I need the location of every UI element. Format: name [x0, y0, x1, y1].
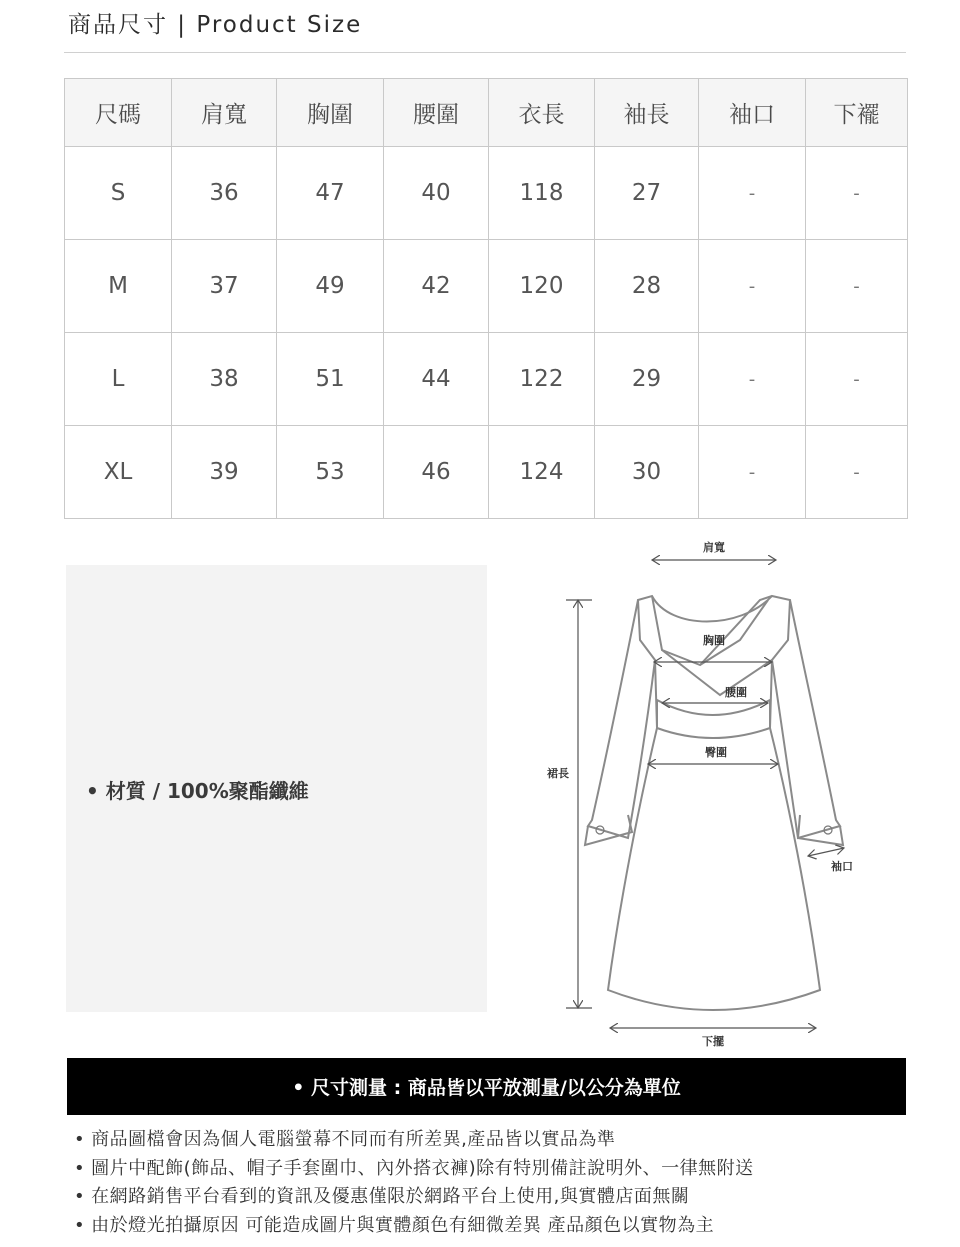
table-cell: 120 [489, 240, 595, 333]
table-cell: 42 [384, 240, 489, 333]
shoulder-label: 肩寬 [703, 541, 725, 554]
table-cell: 28 [595, 240, 699, 333]
table-header-row [65, 79, 908, 147]
table-cell: 118 [489, 147, 595, 240]
waist-label: 腰圍 [725, 686, 747, 699]
table-cell: S [65, 147, 172, 240]
title-divider [64, 52, 906, 53]
column-header: 尺碼 [65, 79, 172, 147]
column-header: 肩寬 [172, 79, 277, 147]
table-cell: 40 [384, 147, 489, 240]
column-header: 下襬 [806, 79, 908, 147]
list-item: • 商品圖檔會因為個人電腦螢幕不同而有所差異,產品皆以實品為準 [74, 1126, 754, 1155]
table-cell: 44 [384, 333, 489, 426]
table-cell: M [65, 240, 172, 333]
list-item: • 由於燈光拍攝原因 可能造成圖片與實體顏色有細微差異 產品顏色以實物為主 [74, 1212, 754, 1241]
table-cell: - [699, 240, 806, 333]
chest-label: 胸圍 [703, 634, 725, 647]
table-cell: 49 [277, 240, 384, 333]
material-text: • 材質 / 100%聚酯纖維 [86, 779, 309, 803]
table-cell: - [806, 240, 908, 333]
table-row [65, 147, 908, 240]
table-cell: 47 [277, 147, 384, 240]
table-cell: XL [65, 426, 172, 519]
table-cell: - [699, 426, 806, 519]
table-cell: 51 [277, 333, 384, 426]
column-header: 衣長 [489, 79, 595, 147]
table-cell: - [806, 147, 908, 240]
cuff-arrow [808, 848, 844, 856]
table-row [65, 426, 908, 519]
skirt-length-label: 裙長 [547, 767, 569, 780]
table-cell: - [806, 426, 908, 519]
garment-measurement-diagram [540, 535, 870, 1050]
column-header: 腰圍 [384, 79, 489, 147]
page-title: 商品尺寸 | Product Size [68, 12, 363, 38]
list-item: • 在網路銷售平台看到的資訊及優惠僅限於網路平台上使用,與實體店面無關 [74, 1183, 754, 1212]
table-cell: 46 [384, 426, 489, 519]
column-header: 胸圍 [277, 79, 384, 147]
list-item: • 圖片中配飾(飾品、帽子手套圍巾、內外搭衣褲)除有特別備註說明外、一律無附送 [74, 1155, 754, 1184]
table-cell: 38 [172, 333, 277, 426]
notes-list [74, 1126, 754, 1240]
table-cell: - [699, 333, 806, 426]
measurement-banner: • 尺寸測量 : 商品皆以平放測量/以公分為單位 [67, 1058, 906, 1115]
table-cell: L [65, 333, 172, 426]
material-panel [66, 565, 487, 1012]
table-cell: 39 [172, 426, 277, 519]
column-header: 袖長 [595, 79, 699, 147]
table-cell: - [806, 333, 908, 426]
table-cell: 29 [595, 333, 699, 426]
table-cell: 30 [595, 426, 699, 519]
table-cell: 53 [277, 426, 384, 519]
table-row [65, 333, 908, 426]
table-cell: 27 [595, 147, 699, 240]
hip-label: 臀圍 [705, 746, 727, 759]
table-cell: 124 [489, 426, 595, 519]
table-cell: 122 [489, 333, 595, 426]
table-row [65, 240, 908, 333]
dress-outline [585, 596, 843, 1010]
table-cell: 36 [172, 147, 277, 240]
table-cell: 37 [172, 240, 277, 333]
hem-label: 下擺 [702, 1035, 724, 1048]
column-header: 袖口 [699, 79, 806, 147]
table-cell: - [699, 147, 806, 240]
size-table [64, 78, 908, 519]
cuff-label: 袖口 [831, 860, 853, 873]
